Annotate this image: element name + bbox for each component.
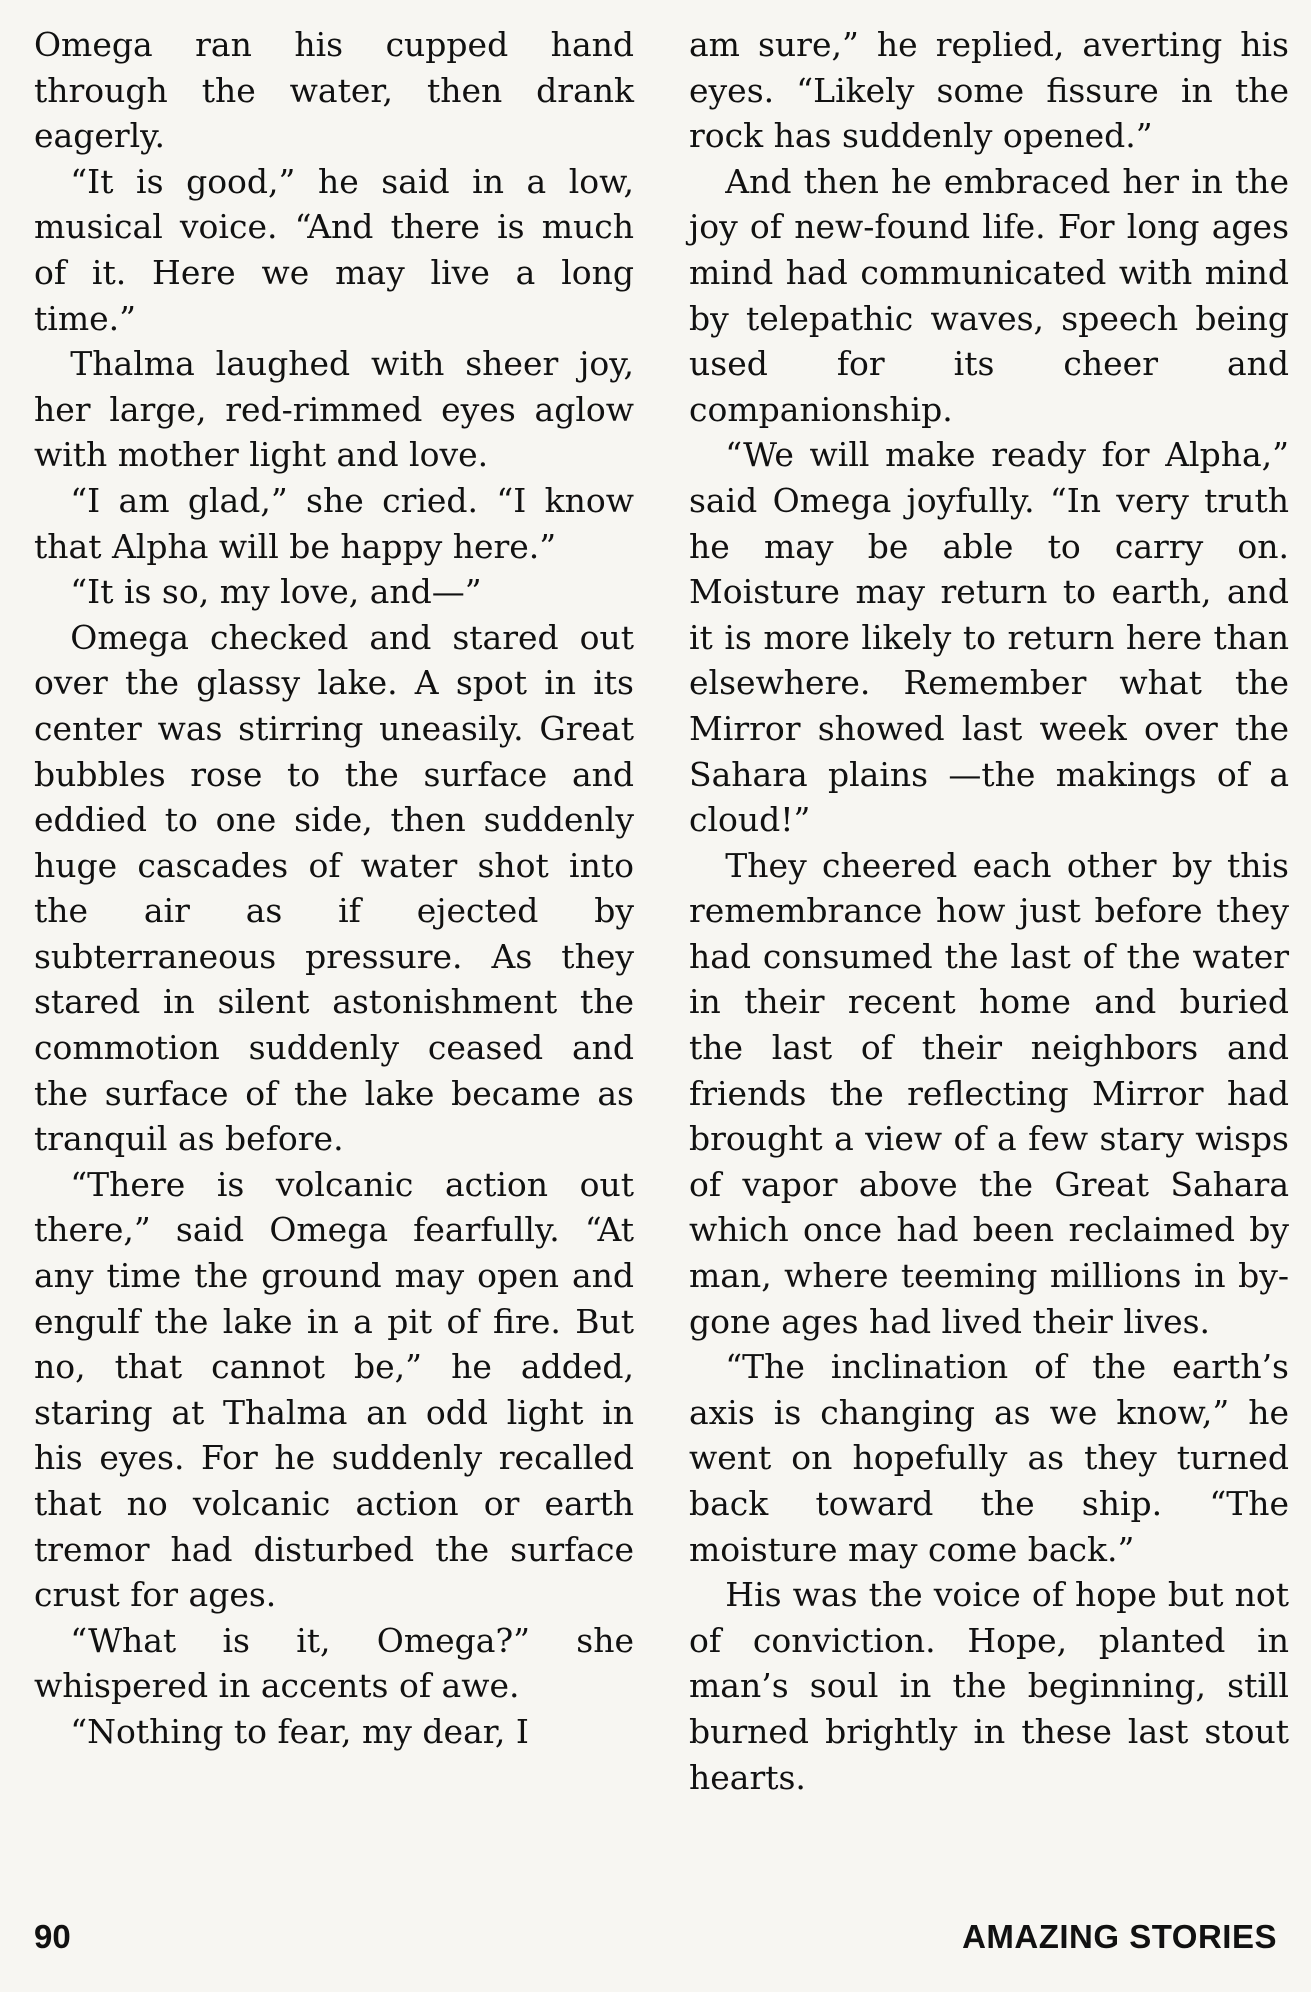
paragraph: “It is so, my love, and—” <box>70 572 482 612</box>
paragraph: “It is good,” he said in a low, musical voice. “And there is much of it. Here we may live a long time.” <box>34 161 634 338</box>
paragraph: Omega ran his cupped hand through the water, then drank eagerly. <box>34 25 634 156</box>
paragraph: “The inclination of the earth’s axis is changing as we know,” he went on hopefully as they turned back toward the ship. “The moisture may come back.” <box>689 1347 1289 1569</box>
paragraph: “Nothing to fear, my dear, I <box>70 1711 529 1751</box>
paragraph: “What is it, Omega?” she whispered in accents of awe. <box>34 1620 634 1706</box>
paragraph: am sure,” he replied, averting his eyes. “Likely some fissure in the rock has suddenly opened.” <box>689 25 1289 156</box>
paragraph: Thalma laughed with sheer joy, her large, red-rimmed eyes aglow with mother light and love. <box>34 344 634 475</box>
running-title: AMAZING STORIES <box>962 1918 1277 1955</box>
page-number: 90 <box>34 1918 71 1955</box>
paragraph: His was the voice of hope but not of conviction. Hope, planted in man’s soul in the beginning, still burned brightly in these last stout hearts. <box>689 1575 1289 1797</box>
paragraph: Omega checked and stared out over the glassy lake. A spot in its center was stirring uneasily. Great bubbles rose to the surface and eddied to one side, then suddenly huge cascades of water shot into the air as if ejected by subterraneous pressure. As they stared in silent astonishment the commotion suddenly ceased and the surface of the lake became as tranquil as before. <box>34 617 634 1159</box>
left-text-column <box>34 22 634 1755</box>
paragraph: And then he embraced her in the joy of new-found life. For long ages mind had communicated with mind by telepathic waves, speech being used for its cheer and companionship. <box>689 161 1289 429</box>
page-footer <box>34 1918 1277 1968</box>
paragraph: They cheered each other by this remembrance how just before they had consumed the last of the water in their recent home and buried the last of their neighbors and friends the reflecting Mirror had brought a view of a few stary wisps of vapor above the Great Sahara which once had been reclaimed by man, where teeming millions in by-gone ages had lived their lives. <box>689 845 1289 1341</box>
paragraph: “I am glad,” she cried. “I know that Alpha will be happy here.” <box>34 480 634 566</box>
paragraph: “We will make ready for Alpha,” said Omega joyfully. “In very truth he may be able to carry on. Moisture may return to earth, and it is more likely to return here than elsewhere. Remember what the Mirror showed last week over the Sahara plains —the makings of a cloud!” <box>689 435 1289 840</box>
paragraph: “There is volcanic action out there,” said Omega fearfully. “At any time the ground may open and engulf the lake in a pit of fire. But no, that cannot be,” he added, staring at Thalma an odd light in his eyes. For he suddenly recalled that no volcanic action or earth tremor had disturbed the surface crust for ages. <box>34 1164 634 1615</box>
right-text-column <box>689 22 1289 1800</box>
